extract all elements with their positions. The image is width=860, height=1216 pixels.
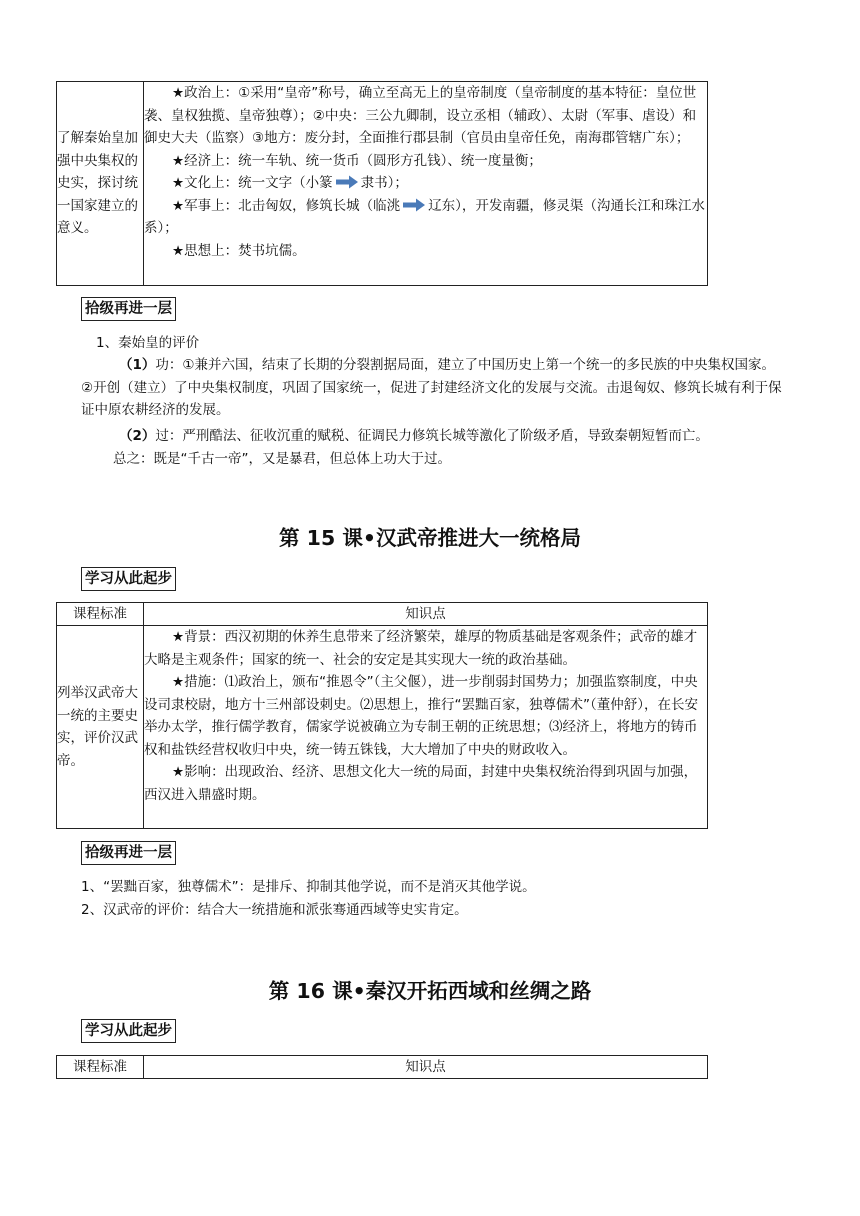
military-text-b: 辽东），开发南疆，修灵渠（沟通长江和珠江水系）； [144,197,705,236]
fault-label: （2） [119,428,156,444]
economy-point: ★经济上：统一车轨、统一货币（圆形方孔钱）、统一度量衡； [172,152,542,169]
table-row [57,626,708,829]
section-box-start: 学习从此起步 [81,567,176,591]
section-box-advance: 拾级再进一层 [81,297,176,321]
merit-label: （1） [119,357,156,373]
col-header-standard: 课程标准 [57,603,144,626]
thought-point: ★思想上：焚书坑儒。 [172,242,306,259]
politics-point: ★政治上：①采用“皇帝”称号，确立至高无上的皇帝制度（皇帝制度的基本特征：皇位世袭、皇权独揽、皇帝独尊）；②中央：三公九卿制，设立丞相（辅政）、太尉（军事、虐设）和御史大夫（监察）③地方：废分封，全面推行郡县制（官员由皇帝任免，南海郡管辖广东）； [144,85,697,146]
lesson-15-note-1: 1、“罢黜百家，独尊儒术”：是排斥、抑制其他学说，而不是消灭其他学说。 [81,879,536,895]
culture-point [144,172,707,195]
table-header-row [57,603,708,626]
lesson-15-note-2: 2、汉武帝的评价：结合大一统措施和派张骞通西域等史实肯定。 [81,902,468,918]
table-row [57,82,708,286]
right-arrow-icon [335,175,359,189]
curriculum-standard-cell: 列举汉武帝大一统的主要史实，评价汉武帝。 [57,626,144,829]
col-header-knowledge: 知识点 [144,603,708,626]
knowledge-points-cell [144,82,708,286]
military-text-a: ★军事上：北击匈奴，修筑长城（临洮 [172,197,401,214]
col-header-standard: 课程标准 [57,1056,144,1079]
lesson-15-title: 第 15 课•汉武帝推进大一统格局 [279,526,581,550]
col-header-knowledge: 知识点 [144,1056,708,1079]
curriculum-standard-cell: 了解秦始皇加强中央集权的史实，探讨统一国家建立的意义。 [57,82,144,286]
right-arrow-icon [402,198,426,212]
culture-text-b: 隶书）； [360,175,408,191]
measures-point: ★措施：⑴政治上，颁布“推恩令”（主父偃），进一步削弱封国势力；加强监察制度，中央设司隶校尉，地方十三州部设刺史。⑵思想上，推行“罢黜百家，独尊儒术”（董仲舒），在长安举办太学，推行儒学教育，儒家学说被确立为专制王朝的正统思想；⑶经济上，将地方的铸币权和盐铁经营权收归中央，统一铸五铢钱，大大增加了中央的财政收入。 [144,674,698,758]
qin-fault-paragraph [81,425,786,448]
section-box-start: 学习从此起步 [81,1019,176,1043]
military-point [144,195,707,240]
background-point: ★背景：西汉初期的休养生息带来了经济繁荣，雄厚的物质基础是客观条件；武帝的雄才大略是主观条件；国家的统一、社会的安定是其实现大一统的政治基础。 [144,629,698,668]
lesson-16-table [56,1055,708,1079]
section-box-advance: 拾级再进一层 [81,841,176,865]
qin-evaluation-heading: 1、秦始皇的评价 [96,335,200,351]
culture-text-a: ★文化上：统一文字（小篆 [172,175,333,191]
table-header-row [57,1056,708,1079]
fault-text: 过：严刑酷法、征收沉重的赋税、征调民力修筑长城等激化了阶级矛盾，导致秦朝短暂而亡。 [155,428,709,444]
lesson-15-table [56,602,708,829]
impact-point: ★影响：出现政治、经济、思想文化大一统的局面，封建中央集权统治得到巩固与加强，西汉进入鼎盛时期。 [144,764,698,803]
qin-knowledge-table [56,81,708,286]
merit-text: 功：①兼并六国，结束了长期的分裂割据局面，建立了中国历史上第一个统一的多民族的中央集权国家。②开创（建立）了中央集权制度，巩固了国家统一，促进了封建经济文化的发展与交流。击退匈奴、修筑长城有利于保证中原农耕经济的发展。 [81,357,782,418]
qin-merit-paragraph [81,354,786,422]
lesson-16-title: 第 16 课•秦汉开拓西域和丝绸之路 [268,979,592,1003]
qin-summary: 总之：既是“千古一帝”，又是暴君，但总体上功大于过。 [113,451,451,467]
knowledge-points-cell [144,626,708,829]
